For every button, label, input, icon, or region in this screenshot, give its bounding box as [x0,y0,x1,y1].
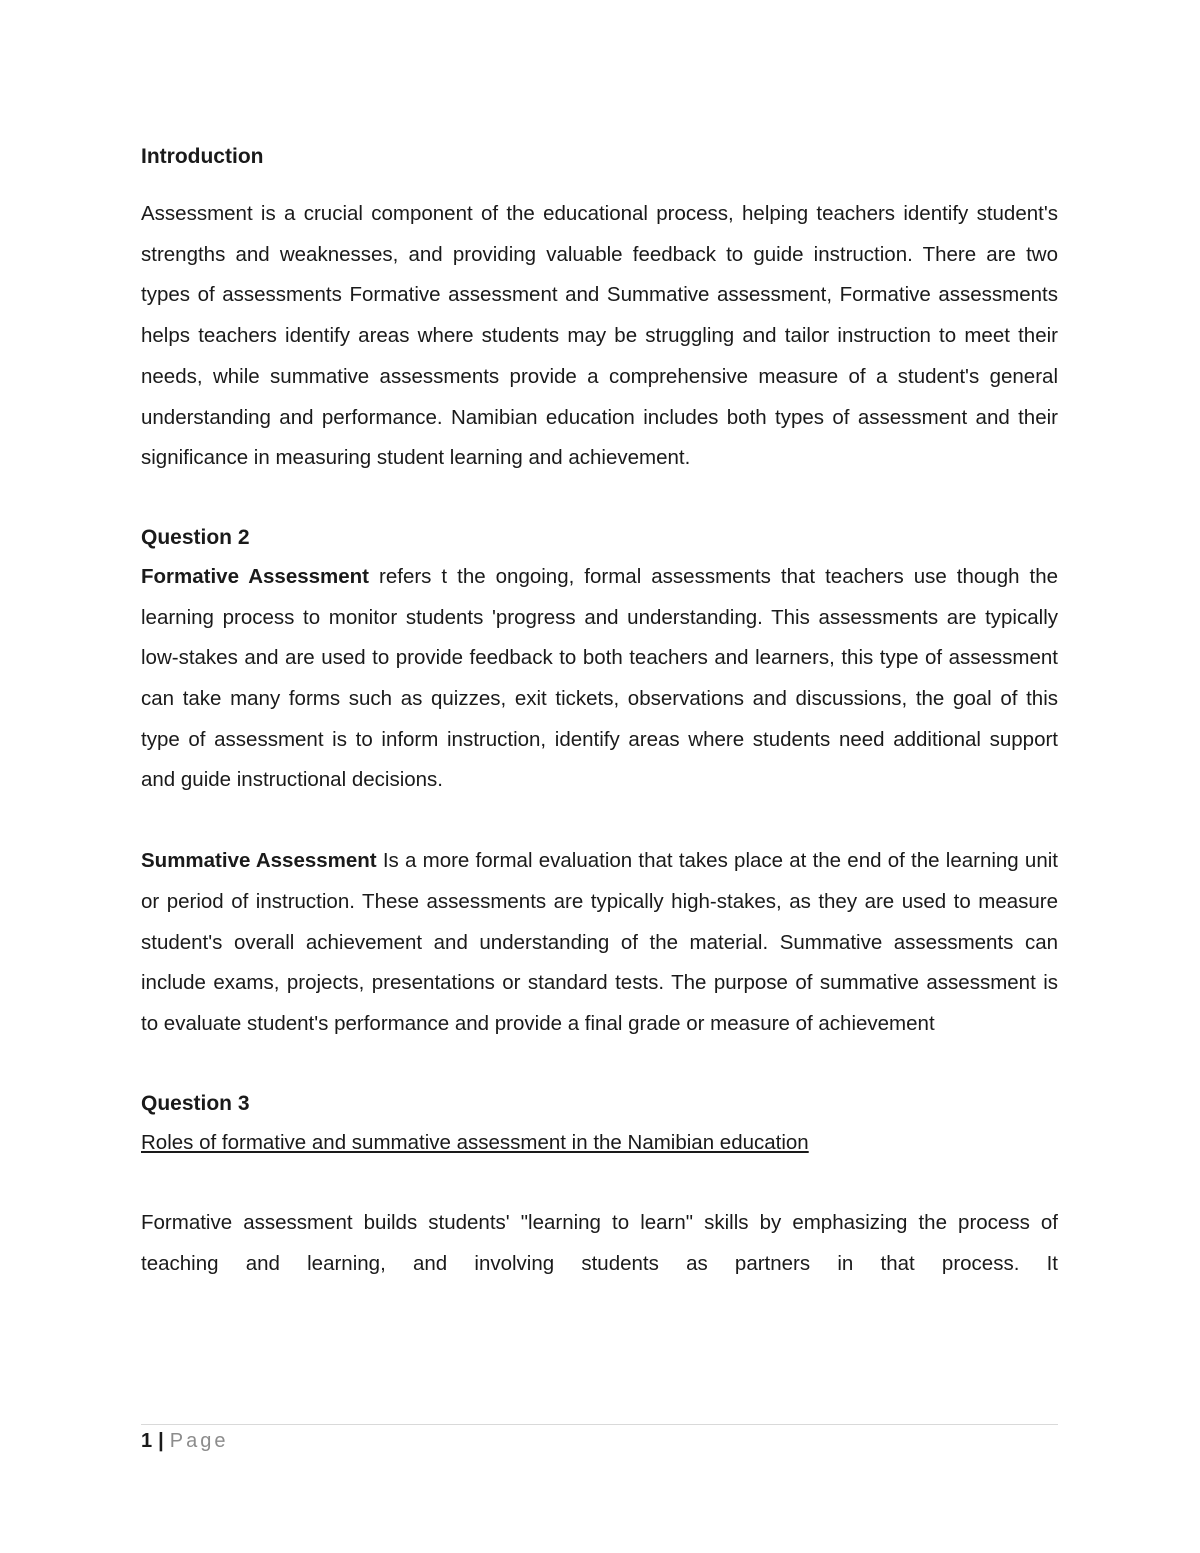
question3-paragraph: Formative assessment builds students' "learning to learn" skills by emphasizing the process of teaching and learning, and involving students as partners in that process. It [141,1211,1058,1276]
page-content [141,138,1058,1285]
formative-term: Formative Assessment [141,564,370,588]
formative-text: refers t the ongoing, formal assessments that teachers use though the learning process to monitor students 'progress and understanding. This assessments are typically low-stakes and are used to provide feedback to both teachers and learners, this type of assessment can take many forms such as quizzes, exit tickets, observations and discussions, the goal of this type of assessment is to inform instruction, identify areas where students need additional support and guide instructional decisions. [141,564,1058,792]
formative-paragraph [141,557,1058,801]
summative-paragraph [141,841,1058,1045]
summative-text: Is a more formal evaluation that takes place at the end of the learning unit or period of instruction. These assessments are typically high-stakes, as they are used to measure student's overall achievement and understanding of the material. Summative assessments can include exams, projects, presentations or standard tests. The purpose of summative assessment is to evaluate student's performance and provide a final grade or measure of achievement [141,849,1058,1035]
question3-subheading: Roles of formative and summative assessment in the Namibian education [141,1130,809,1154]
summative-term: Summative Assessment [141,849,377,873]
footer-divider [141,1424,1058,1425]
page-footer [141,1428,228,1454]
question3-heading: Question 3 [141,1091,250,1115]
footer-separator: | [158,1430,164,1452]
page-number: 1 [141,1430,153,1452]
intro-heading: Introduction [141,145,264,168]
page-label: Page [169,1430,229,1452]
intro-paragraph: Assessment is a crucial component of the educational process, helping teachers identify student's strengths and weaknesses, and providing valuable feedback to guide instruction. There are two types of assessments Formative assessment and Summative assessment, Formative assessments helps teachers identify areas where students may be struggling and tailor instruction to meet their needs, while summative assessments provide a comprehensive measure of a student's general understanding and performance. Namibian education includes both types of assessment and their significance in measuring student learning and achievement. [141,202,1058,470]
question2-heading: Question 2 [141,525,250,549]
